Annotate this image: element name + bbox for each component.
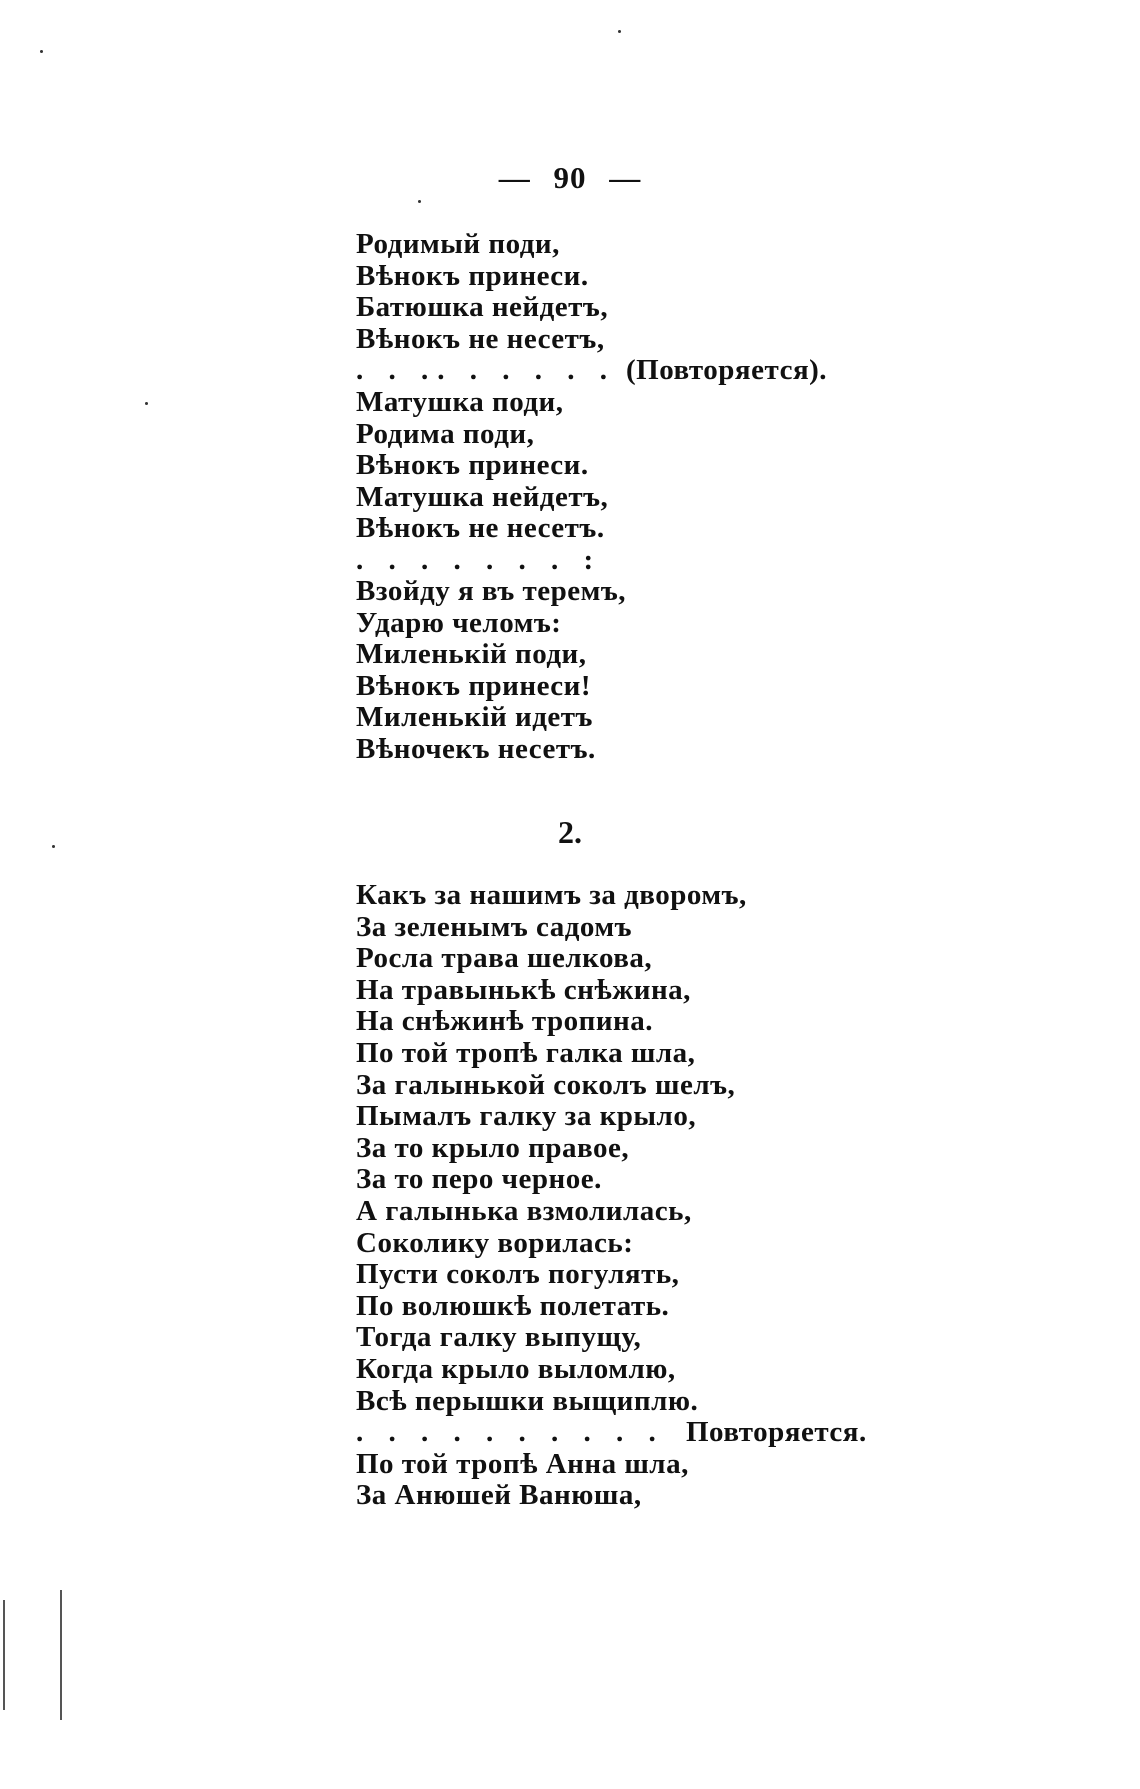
verse-line: За Анюшей Ванюша, [356, 1479, 642, 1512]
header-dash-left: — [498, 160, 531, 195]
verse-line: Миленькій поди, [356, 638, 587, 671]
repeat-note: (Повторяется). [626, 354, 828, 387]
repeat-line [356, 354, 828, 387]
scan-speck [52, 845, 55, 848]
verse-line: За то крыло правое, [356, 1131, 630, 1164]
verse-line: По волюшкѣ полетать. [356, 1289, 670, 1322]
verse-line: На травынькѣ снѣжина, [356, 973, 691, 1006]
verse-line: За зеленымъ садомъ [356, 910, 632, 943]
ellipsis-dots: . . . . . . . . . . [356, 1416, 665, 1449]
edge-mark [3, 1600, 5, 1710]
verse-line: Вѣнокъ принеси. [356, 449, 589, 482]
verse-line: Вѣнокъ не несетъ. [356, 512, 605, 545]
verse-line: Вѣнокъ не несетъ, [356, 322, 605, 355]
verse-line: Соколику ворилась: [356, 1226, 634, 1259]
scan-speck [618, 30, 621, 33]
page-header [0, 160, 1140, 196]
scan-speck [40, 50, 43, 53]
song1-stanza-2 [356, 387, 608, 577]
verse-line: За то перо черное. [356, 1163, 602, 1196]
verse-line: За галынькой соколъ шелъ, [356, 1068, 736, 1101]
scan-speck [418, 200, 421, 203]
verse-line: Росла трава шелкова, [356, 942, 653, 975]
verse-line: Вѣнокъ принеси. [356, 259, 589, 292]
verse-line: Когда крыло выломлю, [356, 1352, 676, 1385]
verse-line: Родима поди, [356, 417, 535, 450]
verse-line: По той тропѣ Анна шла, [356, 1447, 689, 1480]
verse-line: Пусти соколъ погулять, [356, 1258, 680, 1291]
ellipsis-dots: . . . . . . . : [356, 543, 603, 576]
repeat-line [356, 1416, 867, 1449]
colon-dots-line [356, 545, 608, 577]
scan-speck [145, 402, 148, 405]
song1-stanza-3 [356, 576, 626, 766]
verse-line: Родимый поди, [356, 228, 560, 260]
verse-line: Миленькій идетъ [356, 701, 593, 734]
song1-stanza-1 [356, 228, 828, 387]
verse-line: Вѣночекъ несетъ. [356, 732, 596, 765]
verse-line: Матушка нейдетъ, [356, 480, 609, 513]
verse-line: Тогда галку выпущу, [356, 1321, 642, 1354]
verse-line: На снѣжинѣ тропина. [356, 1005, 653, 1038]
verse-line: Вѣнокъ принеси! [356, 669, 592, 702]
verse-line: По той тропѣ галка шла, [356, 1036, 696, 1069]
edge-mark [60, 1590, 62, 1720]
page-number: 90 [553, 160, 587, 195]
verse-line: Батюшка нейдетъ, [356, 291, 609, 324]
song2-stanza-1 [356, 879, 867, 1512]
verse-line: Ударю челомъ: [356, 606, 562, 639]
verse-line: Пымалъ галку за крыло, [356, 1100, 697, 1133]
verse-line: Всѣ перышки выщиплю. [356, 1384, 699, 1417]
verse-line: Какъ за нашимъ за дворомъ, [356, 879, 747, 911]
verse-line: А галынька взмолилась, [356, 1194, 692, 1227]
verse-line: Матушка поди, [356, 386, 564, 418]
header-dash-right: — [609, 160, 642, 195]
ellipsis-dots: . . .. . . . . . [356, 354, 616, 387]
verse-line: Взойду я въ теремъ, [356, 575, 627, 607]
repeat-note: Повторяется. [686, 1416, 867, 1449]
section-number: 2. [558, 814, 582, 850]
